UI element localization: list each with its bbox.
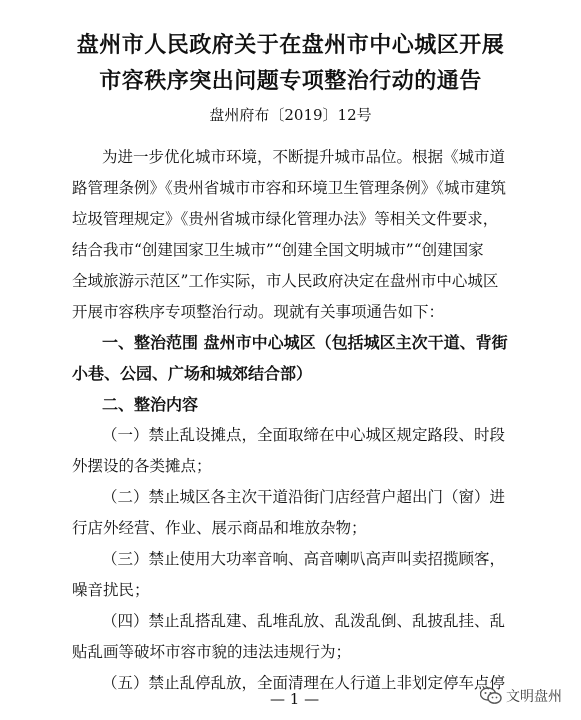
watermark xyxy=(480,686,562,706)
wechat-icon xyxy=(480,687,502,705)
body-line-item-1-cont: 外摆设的各类摊点； xyxy=(72,457,212,475)
document-title-line-2: 市容秩序突出问题专项整治行动的通告 xyxy=(99,68,482,94)
body-line-item-2-cont: 行店外经营、作业、展示商品和堆放杂物； xyxy=(72,519,367,537)
body-line-5: 全域旅游示范区”工作实际，市人民政府决定在盘州市中心城区 xyxy=(72,272,499,290)
watermark-text: 文明盘州 xyxy=(506,689,562,705)
body-line-item-1: （一）禁止乱设摊点，全面取缔在中心城区规定路段、时段 xyxy=(102,426,506,444)
body-line-4: 结合我市“创建国家卫生城市”“创建全国文明城市”“创建国家 xyxy=(72,241,484,259)
body-line-6: 开展市容秩序专项整治行动。现就有关事项通告如下： xyxy=(72,303,445,321)
body-line-item-5: （五）禁止乱停乱放，全面清理在人行道上非划定停车点停 xyxy=(102,674,506,692)
body-line-2: 路管理条例》《贵州省城市市容和环境卫生管理条例》《城市建筑 xyxy=(72,179,507,197)
page-number: — 1 — xyxy=(270,690,320,708)
section-heading-scope: 一、整治范围 盘州市中心城区（包括城区主次干道、背街 xyxy=(102,333,508,352)
document-title-line-1: 盘州市人民政府关于在盘州市中心城区开展 xyxy=(76,32,505,58)
body-line-1: 为进一步优化城市环境，不断提升城市品位。根据《城市道 xyxy=(102,148,506,166)
body-line-item-3: （三）禁止使用大功率音响、高音喇叭高声叫卖招揽顾客， xyxy=(102,550,506,568)
section-heading-content: 二、整治内容 xyxy=(102,395,199,414)
body-line-item-2: （二）禁止城区各主次干道沿街门店经营户超出门（窗）进 xyxy=(102,488,506,506)
document-number: 盘州府布〔2019〕12号 xyxy=(209,106,372,124)
body-line-item-4: （四）禁止乱搭乱建、乱堆乱放、乱泼乱倒、乱披乱挂、乱 xyxy=(102,612,506,630)
body-line-item-4-cont: 贴乱画等破坏市容市貌的违法违规行为； xyxy=(72,643,352,661)
body-line-3: 垃圾管理规定》《贵州省城市绿化管理办法》等相关文件要求， xyxy=(72,210,499,228)
body-line-item-3-cont: 噪音扰民； xyxy=(72,581,150,599)
section-scope-continued: 小巷、公园、广场和城郊结合部） xyxy=(72,364,313,383)
